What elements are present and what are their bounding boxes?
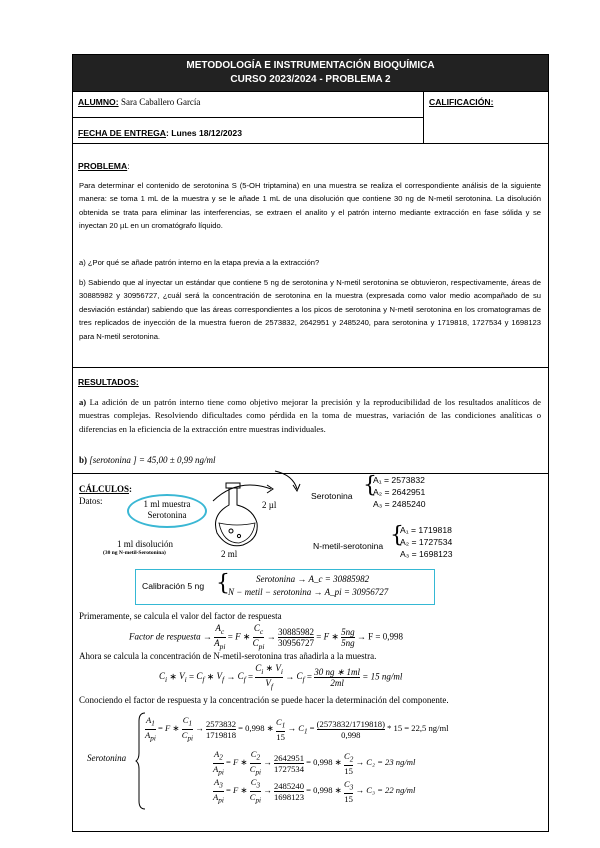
dissolution-subtext: (30 ng N-metil-Serotonina) — [103, 550, 166, 556]
concentration-result: = 15 ng/ml — [362, 671, 403, 682]
volume-2ul: 2 µl — [262, 500, 277, 510]
grade-label: CALIFICACIÓN: — [429, 97, 494, 107]
result-line-3: $\frac{A_3}{A_{pi}}$ = F ∗ $\frac{C_3}{C_{pi}}$ → $\frac{2485240}{1698123}$ = 0,998 ∗ $\frac{C_3}{15}$ → C₃ = 22 ng/ml — [213, 777, 416, 805]
header-title: METODOLOGÍA E INSTRUMENTACIÓN BIOQUÍMICA — [186, 60, 435, 71]
result-b: b) [serotonina ] = 45,00 ± 0,99 ng/ml — [79, 455, 216, 465]
step2-text: Ahora se calcula la concentración de N-metil-serotonina tras añadirla a la muestra. — [79, 651, 377, 661]
date-value: : Lunes 18/12/2023 — [166, 128, 242, 138]
document-header — [73, 55, 548, 91]
dilution-eq: $C_i$ ∗ $V_i = C_f$ ∗ $V_f \to C_f$ = $\frac{C_i ∗ V_i}{V_f}$ → $C_f$ = $\frac{30 ng ∗ 1ml}{2ml}$ = 15 ng/ml — [159, 663, 403, 691]
result-line-1: $\frac{A_1}{A_{pi}}$ = F ∗ $\frac{C_1}{C_{pi}}$ → $\frac{2573832}{1719818}$ = 0,998 ∗ $\frac{C_1}{15}$ → $C_1$ = $\frac{(2573832/1719818)}{0,998}$ * 15 = 22,5 ng/ml — [145, 715, 449, 743]
calibration-values: Serotonina → A_c = 30885982 N − metil − serotonina → A_pi = 30956727 — [228, 574, 389, 597]
nm-label: N-metil-serotonina — [313, 541, 384, 551]
problem-text: Para determinar el contenido de serotonina S (5-OH triptamina) en una muestra se realiza el correspondiente análisis de la siguiente manera: se toma 1 mL de la muestra y se le añade 1 mL de una disolución que contiene 30 ng de N-metil serotonina. La disolución obtenida se trata para eliminar las interferencias, se extraen el analito y el patrón interno mediante extracción en fase sólida y se inyectan 20 µL en un cromatógrafo líquido. — [79, 181, 541, 231]
flask-diagram — [193, 467, 313, 557]
result-line-2: $\frac{A_2}{A_{pi}}$ = F ∗ $\frac{C_2}{C_{pi}}$ → $\frac{2642951}{1727534}$ = 0,998 ∗ $\frac{C_2}{15}$ → C₂ = 23 ng/ml — [213, 749, 416, 777]
sero-areas: A₁ = 2573832 A₂ = 2642951 A₃ = 2485240 — [373, 475, 426, 509]
question-a: a) ¿Por qué se añade patrón interno en la etapa previa a la extracción? — [79, 258, 320, 267]
student-label: ALUMNO: — [78, 97, 119, 107]
step3-text: Conociendo el factor de respuesta y la concentración se puede hacer la determinación del componente. — [79, 695, 449, 705]
results-heading: RESULTADOS: — [78, 377, 139, 387]
calibration-label: Calibración 5 ng — [142, 581, 205, 591]
result-a: a) La adición de un patrón interno tiene como objetivo mejorar la precisión y la reproducibilidad de los resultados analíticos de muestras complejas. Resolviendo dificultades como pérdida en la toma de muestras, variación de las condiciones analíticas o diferencias en la eficiencia de la extracción entre muestras individuales. — [79, 397, 541, 434]
date-row — [78, 128, 242, 138]
sample-text: 1 ml muestra Serotonina — [143, 499, 191, 520]
problem-heading: PROBLEMA: — [78, 161, 130, 171]
datos-label: Datos: — [79, 496, 103, 506]
nm-areas: A₁ = 1719818 A₂ = 1727534 A₃ = 1698123 — [400, 525, 453, 559]
question-b: b) Sabiendo que al inyectar un estándar que contiene 5 ng de serotonina y N-metil serotonina se obtuvieron, respectivamente, áreas de 30885982 y 30956727, ¿cuál será la concentración de serotonina en la muestra (expresada como valor medio acompañado de su desviación estándar) sabiendo que las áreas correspondientes a los picos de serotonina y N-metil serotonina en los cromatogramas de tres replicados de inyección de la muestra fueron de 2573832, 2642951 y 2485240, para serotonina y 1719818, 1727534 y 1698123 para N-metil serotonina. — [79, 278, 541, 341]
volume-2ml: 2 ml — [221, 549, 238, 559]
document-frame: METODOLOGÍA E INSTRUMENTACIÓN BIOQUÍMICA CURSO 2023/2024 - PROBLEMA 2 ALUMNO: Sara Caballero García CALIFICACIÓN: FECHA DE ENTREGA: Lunes 18/12/2023 PROBLEMA: Para determinar el contenido de serotonina S (5-OH triptamina) en una muestra se realiza el correspondiente análisis de la siguiente manera: se toma 1 mL de la muestra y se le añade 1 mL de una disolución que contiene 30 ng de N-metil serotonina. La disolución obtenida se trata para eliminar las interferencias, se extraen el analito y el patrón interno mediante extracción en fase sólida y se inyectan 20 µL en un cromatógrafo líquido. a) ¿Por qué se añade patrón interno en la etapa previa a la extracción? b) Sabiendo que al inyectar un estándar que contiene 5 ng de serotonina y N-metil serotonina se obtuvieron, respectivamente, áreas de 30885982 y 30956727, ¿cuál será la concentración de serotonina en la muestra (expresada como valor medio acompañado de su desviación estándar) sabiendo que las áreas correspondientes a los picos de serotonina y N-metil serotonina en los cromatogramas de tres replicados de inyección de la muestra fueron de 2573832, 2642951 y 2485240, para serotonina y 1719818, 1727534 y 1698123 para N-metil serotonina. RESULTADOS: a) La adición de un patrón interno tiene como objetivo mejorar la precisión y la reproducibilidad de los resultados analíticos de muestras complejas. Resolviendo dificultades como pérdida en la toma de muestras, variación de las condiciones analíticas o diferencias en la eficiencia de la extracción entre muestras individuales. b) [serotonina ] = 45,00 ± 0,99 ng/ml CÁLCULOS: Datos: 1 ml muestra Serotonina 2 µl 1 ml disolución (30 ng N-metil-Serotonina) 2 ml Serotonina { A₁ = 2573832 A₂ = 2642951 A₃ = 2485240 N-metil-serotonina { A₁ = 1719818 A₂ = 1727534 A₃ = 1698123 Calibración 5 ng { Serotonina → A_c = 30885982 N − metil − serotonina → A_pi = 30956727 Primeramente, se calcula el valor del factor de respuesta Factor de respuesta → $\frac{A_c}{A_{pi}}$ = F ∗ $\frac{C_c}{C_{pi}}$ → $\frac{30885982}{30956727}$ = F ∗ $\frac{5ng}{5ng}$ → F = 0,998 Ahora se calcula la concentración de N-metil-serotonina tras añadirla a la muestra. $C_i$ ∗ $V_i = C_f$ ∗ $V_f \to C_f$ = $\frac{C_i ∗ V_i}{V_f}$ → $C_f$ = $\frac{30 ng ∗ 1ml}{2ml}$ = 15 ng/ml Conociendo el factor de respuesta y la concentración se puede hacer la determinación del componente. Serotonina $\frac{A_1}{A_{pi}}$ = F ∗ $\frac{C_1}{C_{pi}}$ → $\frac{2573832}{1719818}$ = 0,998 ∗ $\frac{C_1}{15}$ → $C_1$ = $\frac{(2573832/1719818)}{0,998}$ * 15 = 22,5 ng/ml $\frac{A_2}{A_{pi}}$ = F ∗ $\frac{C_2}{C_{pi}}$ → $\frac{2642951}{1727534}$ = 0,998 ∗ $\frac{C_2}{15}$ → C₂ = 23 ng/ml $\frac{A_3}{A_{pi}}$ = F ∗ $\frac{C_3}{C_{pi}}$ → $\frac{2485240}{1698123}$ = 0,998 ∗ $\frac{C_3}{15}$ → C₃ = 22 ng/ml — [72, 54, 549, 832]
student-name: Sara Caballero García — [120, 97, 201, 107]
step1-text: Primeramente, se calcula el valor del factor de respuesta — [79, 611, 282, 621]
factor-result: → F = 0,998 — [356, 631, 403, 642]
calibration-box: Calibración 5 ng { Serotonina → A_c = 30885982 N − metil − serotonina → A_pi = 30956727 — [135, 569, 435, 605]
date-label: FECHA DE ENTREGA — [78, 128, 167, 138]
sero-label: Serotonina — [311, 491, 353, 501]
student-row — [78, 97, 200, 107]
header-subtitle: CURSO 2023/2024 - PROBLEMA 2 — [230, 74, 391, 85]
response-factor-eq: Factor de respuesta → $\frac{A_c}{A_{pi}}$ = F ∗ $\frac{C_c}{C_{pi}}$ → $\frac{30885982}{30956727}$ = F ∗ $\frac{5ng}{5ng}$ → F = 0,998 — [129, 623, 403, 651]
calc-heading: CÁLCULOS: — [79, 484, 133, 494]
serotonina-side-label: Serotonina — [87, 753, 127, 763]
dissolution-text: 1 ml disolución — [117, 539, 173, 549]
